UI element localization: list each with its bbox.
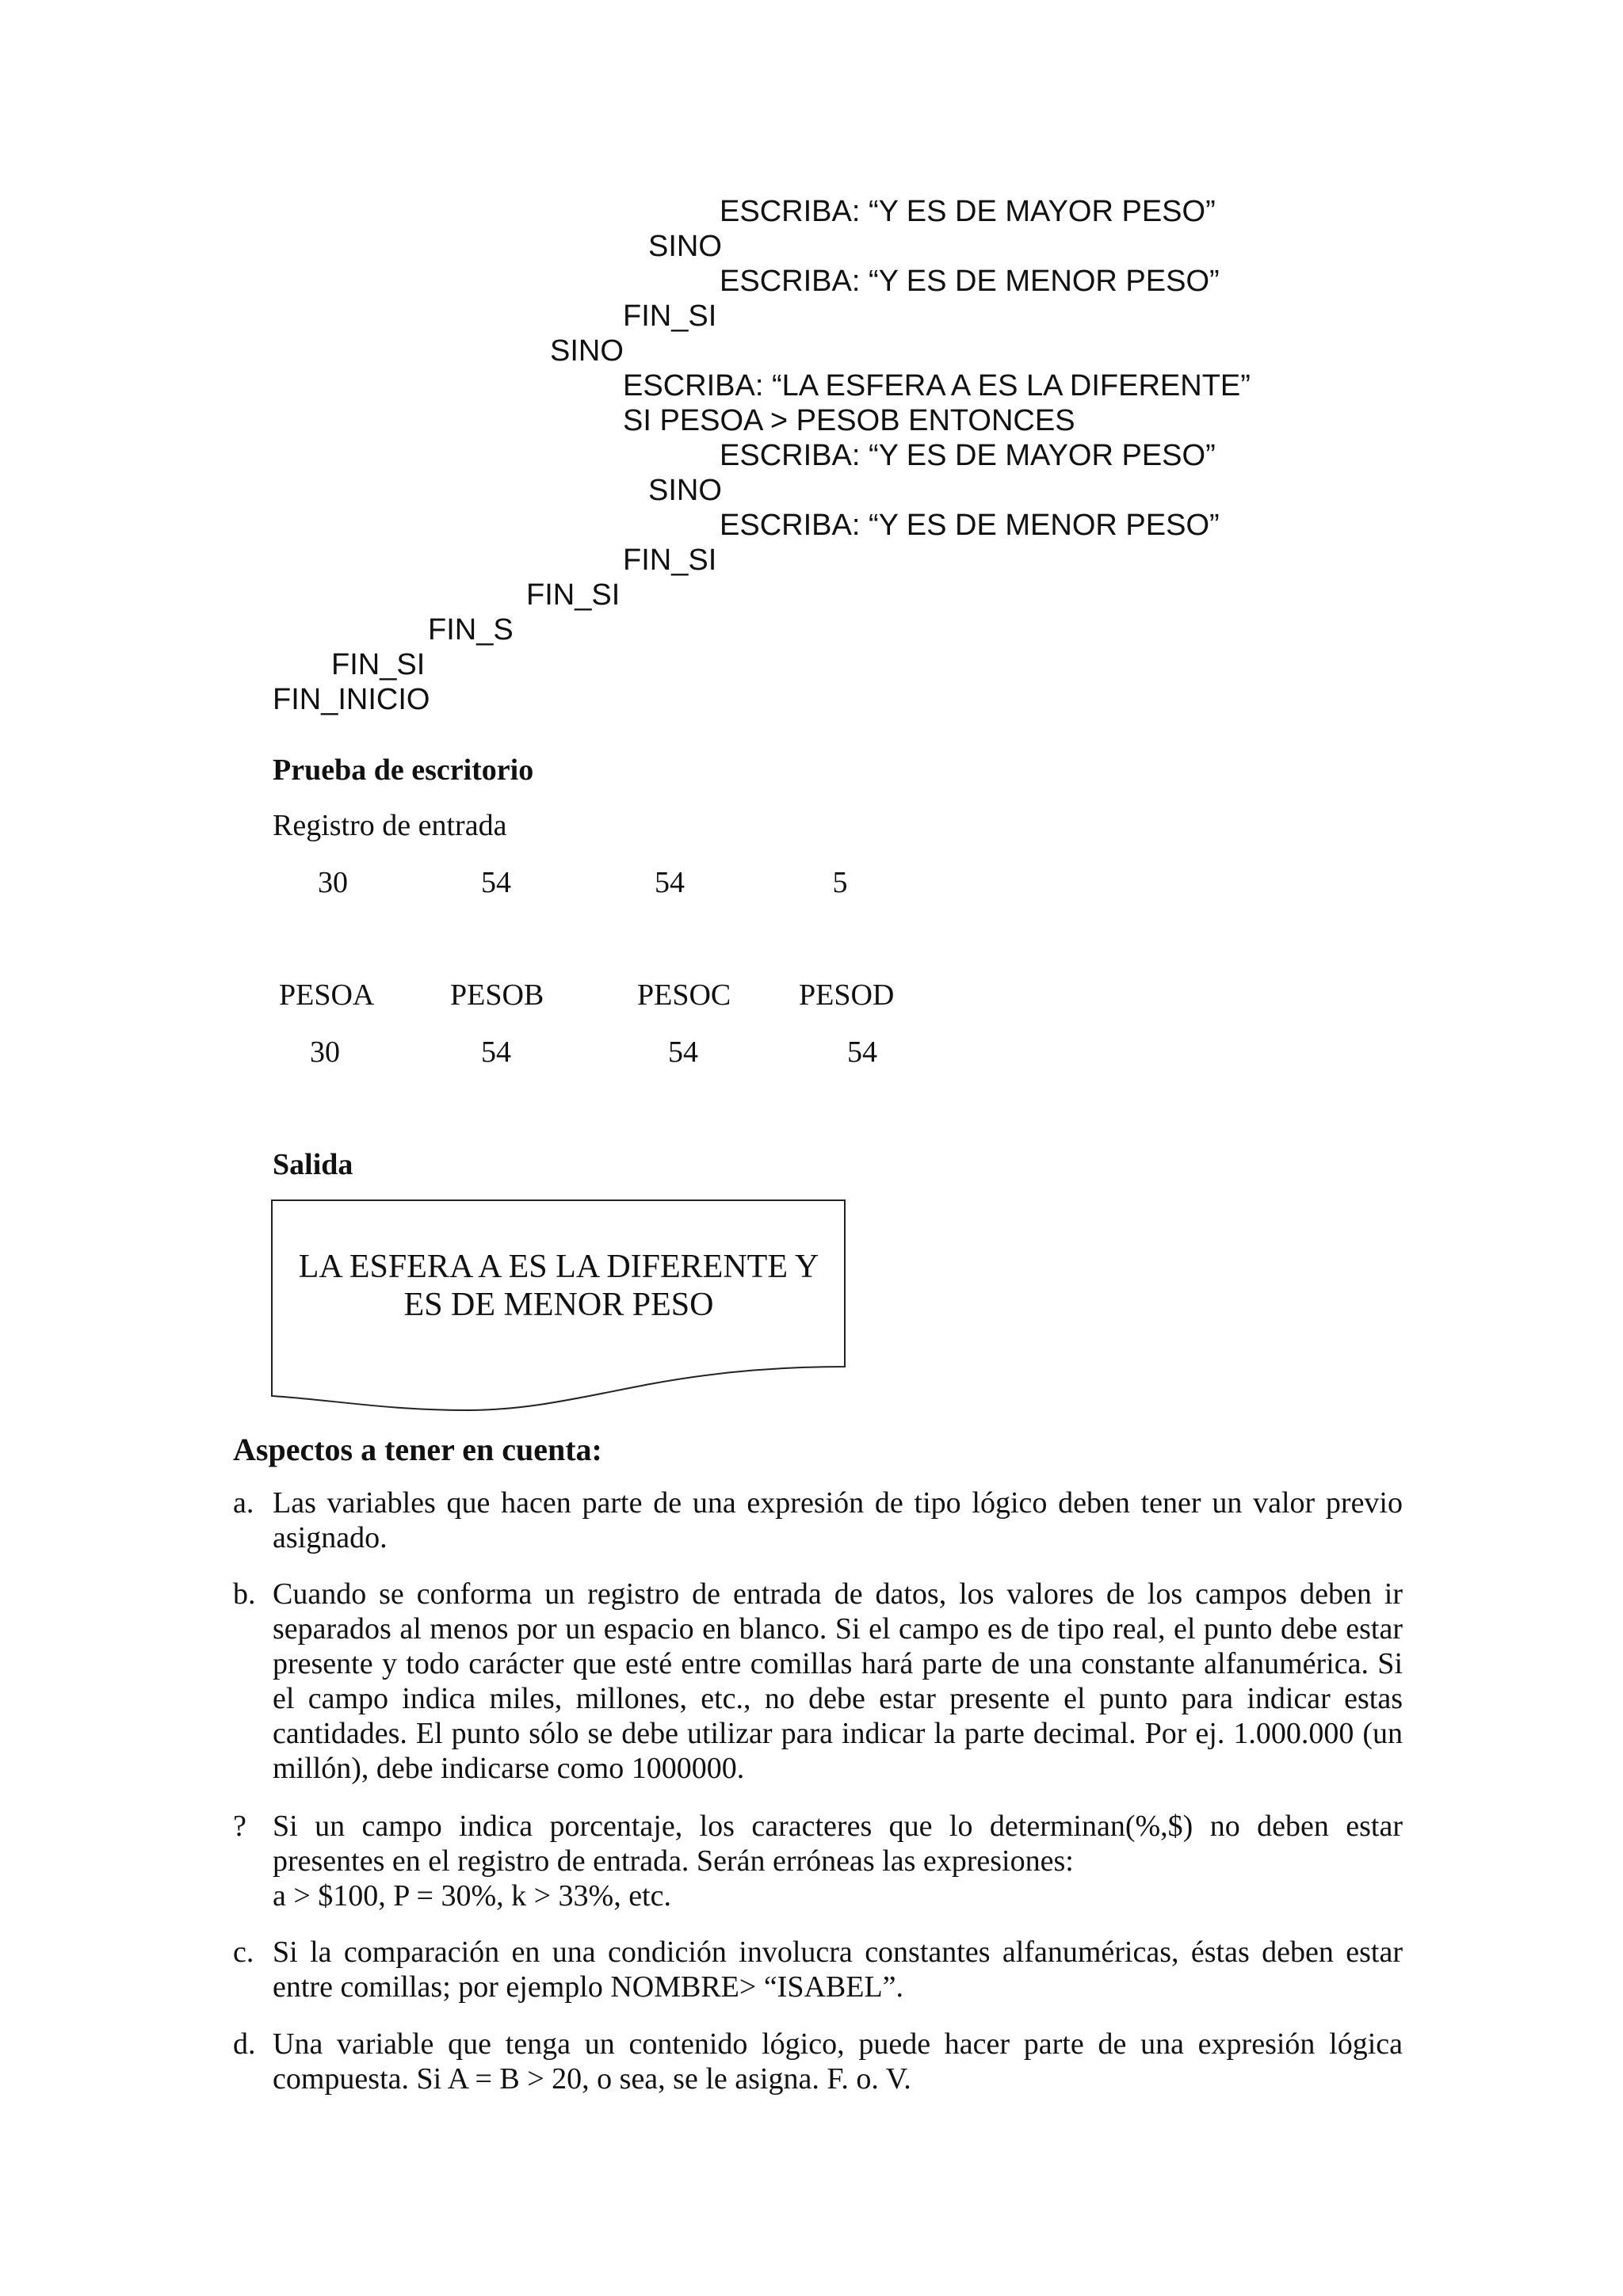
code-line: FIN_SI <box>623 543 717 577</box>
output-line-2: ES DE MENOR PESO <box>403 1287 714 1323</box>
code-line: ESCRIBA: “Y ES DE MENOR PESO” <box>720 265 1220 298</box>
item-marker: a. <box>233 1486 254 1520</box>
var-header-pesob: PESOB <box>450 978 544 1012</box>
input-register-label: Registro de entrada <box>273 809 507 842</box>
code-line: SINO <box>550 334 624 368</box>
output-line-1: LA ESFERA A ES LA DIFERENTE Y <box>298 1249 819 1285</box>
item-marker: ? <box>233 1810 246 1843</box>
input-value: 54 <box>481 866 511 899</box>
var-value: 54 <box>668 1035 698 1069</box>
aspect-item-percent: Si un campo indica porcentaje, los caracteres que lo determinan(%,$) no deben estar presentes en el registro de entrada. Serán erróneas las expresiones: <box>273 1810 1403 1878</box>
aspect-item-a: Las variables que hacen parte de una expresión de tipo lógico deben tener un valor previo asignado. <box>273 1486 1403 1554</box>
code-line: FIN_S <box>428 613 514 646</box>
code-line: SINO <box>648 474 722 507</box>
code-line: ESCRIBA: “Y ES DE MAYOR PESO” <box>720 195 1216 228</box>
code-line: SINO <box>648 230 722 263</box>
var-value: 30 <box>310 1035 340 1069</box>
code-line: FIN_SI <box>623 299 717 333</box>
input-value: 54 <box>655 866 685 899</box>
aspect-item-c: Si la comparación en una condición involucra constantes alfanuméricas, éstas deben estar entre comillas; por ejemplo NOMBRE> “ISABEL”. <box>273 1936 1403 2004</box>
item-marker: c. <box>233 1936 254 1969</box>
input-value: 30 <box>318 866 348 899</box>
input-value: 5 <box>832 866 848 899</box>
output-title: Salida <box>273 1148 353 1181</box>
code-line: ESCRIBA: “Y ES DE MENOR PESO” <box>720 509 1220 542</box>
item-marker: b. <box>233 1577 256 1611</box>
aspect-item-percent-examples: a > $100, P = 30%, k > 33%, etc. <box>273 1879 671 1913</box>
code-line: ESCRIBA: “Y ES DE MAYOR PESO” <box>720 439 1216 472</box>
code-line: FIN_INICIO <box>273 683 430 716</box>
var-value: 54 <box>847 1035 877 1069</box>
aspects-title: Aspectos a tener en cuenta: <box>233 1432 602 1467</box>
code-line: SI PESOA > PESOB ENTONCES <box>623 404 1075 437</box>
code-line: FIN_SI <box>331 648 426 681</box>
var-header-pesod: PESOD <box>799 978 895 1012</box>
aspect-item-b: Cuando se conforma un registro de entrada de datos, los valores de los campos deben ir separados al menos por un espacio en blanco. Si el campo es de tipo real, el punto debe estar presente y todo carácter que esté entre comillas hará parte de una constante alfanumérica. Si el campo indica miles, millones, etc., no debe estar presente el punto para indicar estas cantidades. El punto sólo se debe utilizar para indicar la parte decimal. Por ej. 1.000.000 (un millón), debe indicarse como 1000000. <box>273 1577 1403 1785</box>
output-message <box>273 1248 844 1324</box>
var-header-pesoc: PESOC <box>637 978 731 1012</box>
desk-test-title: Prueba de escritorio <box>273 753 534 787</box>
var-header-pesoa: PESOA <box>279 978 375 1012</box>
code-line: FIN_SI <box>526 578 621 612</box>
code-line: ESCRIBA: “LA ESFERA A ES LA DIFERENTE” <box>623 369 1251 402</box>
var-value: 54 <box>481 1035 511 1069</box>
aspect-item-d: Una variable que tenga un contenido lógico, puede hacer parte de una expresión lógica compuesta. Si A = B > 20, o sea, se le asigna. F. o. V. <box>273 2027 1403 2096</box>
item-marker: d. <box>233 2027 256 2061</box>
